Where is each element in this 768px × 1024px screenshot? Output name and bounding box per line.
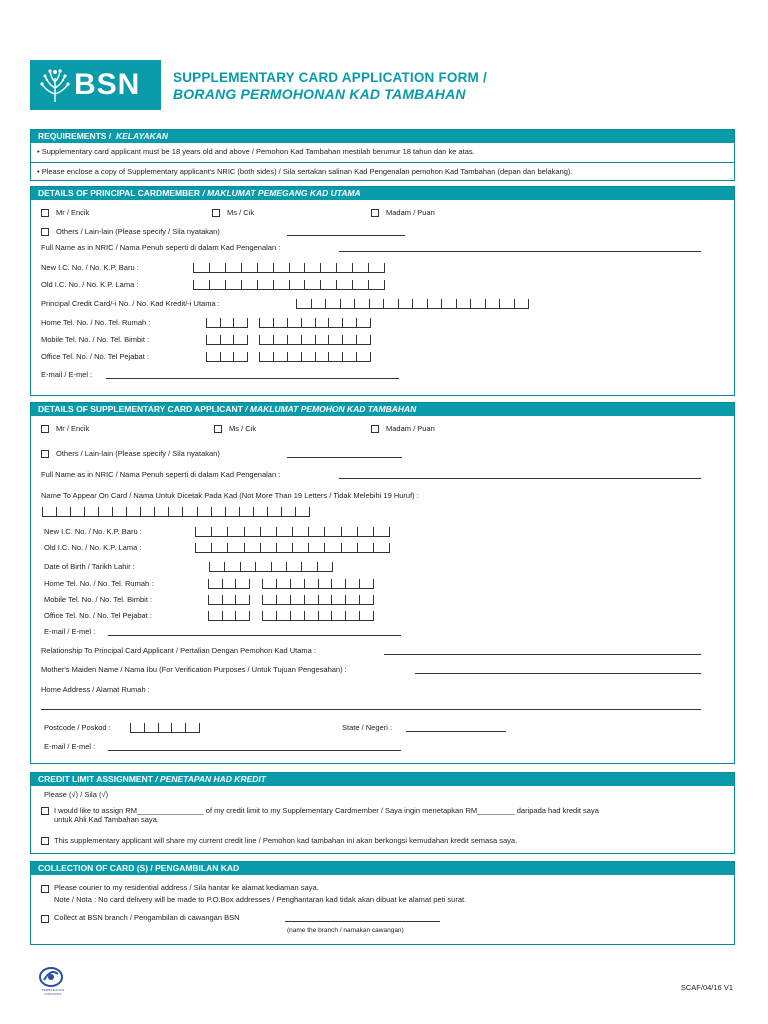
supp-mobiletel-number[interactable] [262, 595, 374, 605]
supp-mobiletel-label: Mobile Tel. No. / No. Tel. Bimbit : [44, 595, 153, 604]
requirements-heading: REQUIREMENTS / KELAYAKAN [31, 130, 734, 143]
supp-postcode-boxes[interactable] [130, 723, 200, 733]
principal-cardno-boxes[interactable] [296, 299, 529, 309]
courier-note: Note / Nota : No card delivery will be made to P.O.Box addresses / Penghantaran kad tidak akan dibuat ke alamat peti surat. [54, 895, 467, 904]
supp-address-label: Home Address / Alamat Rumah : [41, 685, 150, 694]
branch-hint: (name the branch / namakan cawangan) [287, 927, 404, 934]
principal-email-label: E-mail / E-mel : [41, 370, 93, 379]
collection-section [30, 861, 735, 945]
principal-officetel-number[interactable] [259, 352, 371, 362]
supplementary-section [30, 402, 735, 764]
tree-icon [38, 66, 72, 104]
principal-heading: DETAILS OF PRINCIPAL CARDMEMBER / MAKLUMAT PEMEGANG KAD UTAMA [31, 187, 734, 200]
credit-limit-heading: CREDIT LIMIT ASSIGNMENT / PENETAPAN HAD KREDIT [31, 773, 734, 786]
supp-fullname-label: Full Name as in NRIC / Nama Penuh seperti di dalam Kad Pengenalan : [41, 470, 281, 479]
form-title-bm: BORANG PERMOHONAN KAD TAMBAHAN [173, 86, 466, 102]
supp-address-input[interactable] [41, 709, 701, 710]
supp-relationship-input[interactable] [384, 654, 701, 655]
supp-officetel-label: Office Tel. No. / No. Tel Pejabat : [44, 611, 152, 620]
form-title-en: SUPPLEMENTARY CARD APPLICATION FORM / [173, 70, 487, 85]
supp-hometel-label: Home Tel. No. / No. Tel. Rumah : [44, 579, 154, 588]
principal-newic-label: New I.C. No. / No. K.P. Baru : [41, 263, 139, 272]
supp-nameoncard-label: Name To Appear On Card / Nama Untuk Dicetak Pada Kad (Not More Than 19 Letters / Tidak Melebihi 19 Huruf) : [41, 491, 419, 500]
supp-madam-label: Madam / Puan [386, 424, 435, 433]
supp-relationship-label: Relationship To Principal Card Applicant / Pertalian Dengan Pemohon Kad Utama : [41, 646, 317, 655]
supp-nameoncard-boxes[interactable] [42, 507, 310, 517]
branch-checkbox[interactable] [41, 915, 49, 923]
requirement-age: • Supplementary card applicant must be 18 years old and above / Pemohon Kad Tambahan mestilah berumur 18 tahun dan ke atas. [37, 147, 475, 156]
principal-cardno-label: Principal Credit Card/-i No. / No. Kad Kredit/-i Utama : [41, 299, 220, 308]
principal-ms-checkbox[interactable] [212, 209, 220, 217]
supp-dob-boxes[interactable] [209, 562, 333, 572]
supp-state-input[interactable] [406, 731, 506, 732]
principal-officetel-label: Office Tel. No. / No. Tel Pejabat : [41, 352, 149, 361]
supp-email2-label: E-mail / E-mel : [44, 742, 96, 751]
principal-email-input[interactable] [106, 378, 399, 379]
assign-limit-label-cont: untuk Ahli Kad Tambahan saya. [54, 815, 159, 824]
supp-ms-checkbox[interactable] [214, 425, 222, 433]
supp-state-label: State / Negeri : [342, 723, 393, 732]
principal-ms-label: Ms / Cik [227, 208, 255, 217]
principal-fullname-label: Full Name as in NRIC / Nama Penuh seperti di dalam Kad Pengenalan : [41, 243, 281, 252]
collection-heading: COLLECTION OF CARD (S) / PENGAMBILAN KAD [31, 862, 734, 875]
supp-maidenname-label: Mother's Maiden Name / Nama Ibu (For Verification Purposes / Untuk Tujuan Pengesahan) : [41, 665, 347, 674]
supp-ms-label: Ms / Cik [229, 424, 257, 433]
supp-officetel-number[interactable] [262, 611, 374, 621]
principal-others-input[interactable] [287, 235, 405, 236]
requirement-nric: • Please enclose a copy of Supplementary applicant's NRIC (both sides) / Sila sertakan salinan Kad Pengenalan pemohon Kad Tambahan (depan dan belakang). [37, 167, 573, 176]
share-limit-checkbox[interactable] [41, 837, 49, 845]
supp-hometel-area[interactable] [208, 579, 250, 589]
bsn-logo [30, 60, 161, 110]
principal-officetel-area[interactable] [206, 352, 248, 362]
principal-mobiletel-number[interactable] [259, 335, 371, 345]
supp-mobiletel-area[interactable] [208, 595, 250, 605]
supp-others-input[interactable] [287, 457, 402, 458]
principal-oldic-label: Old I.C. No. / No. K.P. Lama : [41, 280, 139, 289]
courier-checkbox[interactable] [41, 885, 49, 893]
supp-mr-checkbox[interactable] [41, 425, 49, 433]
principal-hometel-label: Home Tel. No. / No. Tel. Rumah : [41, 318, 151, 327]
principal-hometel-number[interactable] [259, 318, 371, 328]
assign-limit-checkbox[interactable] [41, 807, 49, 815]
supp-maidenname-input[interactable] [415, 673, 701, 674]
courier-label: Please courier to my residential address / Sila hantar ke alamat kediaman saya. [54, 883, 319, 892]
principal-mobiletel-label: Mobile Tel. No. / No. Tel. Bimbit : [41, 335, 150, 344]
principal-others-checkbox[interactable] [41, 228, 49, 236]
supp-others-label: Others / Lain-lain (Please specify / Sila nyatakan) [56, 449, 220, 458]
pidm-caption: PERBADANAN INSURANS [41, 988, 65, 996]
branch-label: Collect at BSN branch / Pengambilan di cawangan BSN [54, 913, 240, 922]
supp-hometel-number[interactable] [262, 579, 374, 589]
credit-please-label: Please (√) / Sila (√) [44, 790, 109, 799]
logo-text: BSN [74, 68, 141, 101]
requirements-section [30, 129, 735, 181]
branch-input[interactable] [285, 921, 440, 922]
supp-email-input[interactable] [108, 635, 401, 636]
principal-section [30, 186, 735, 396]
supp-email-label: E-mail / E-mel : [44, 627, 96, 636]
principal-mobiletel-area[interactable] [206, 335, 248, 345]
supp-newic-label: New I.C. No. / No. K.P. Baru : [44, 527, 142, 536]
share-limit-label: This supplementary applicant will share my current credit line / Pemohon kad tambahan ini akan berkongsi kemudahan kredit semasa saya. [54, 836, 518, 845]
principal-mr-label: Mr / Encik [56, 208, 90, 217]
principal-madam-checkbox[interactable] [371, 209, 379, 217]
principal-newic-boxes[interactable] [193, 263, 385, 273]
principal-fullname-input[interactable] [339, 251, 701, 252]
supp-fullname-input[interactable] [339, 478, 701, 479]
supp-email2-input[interactable] [108, 750, 401, 751]
supp-oldic-label: Old I.C. No. / No. K.P. Lama : [44, 543, 142, 552]
supp-dob-label: Date of Birth / Tarikh Lahir : [44, 562, 135, 571]
principal-mr-checkbox[interactable] [41, 209, 49, 217]
pidm-logo [36, 966, 66, 999]
principal-oldic-boxes[interactable] [193, 280, 385, 290]
supp-others-checkbox[interactable] [41, 450, 49, 458]
principal-others-label: Others / Lain-lain (Please specify / Sila nyatakan) [56, 227, 220, 236]
supp-newic-boxes[interactable] [195, 527, 390, 537]
principal-hometel-area[interactable] [206, 318, 248, 328]
principal-madam-label: Madam / Puan [386, 208, 435, 217]
supp-postcode-label: Postcode / Poskod : [44, 723, 111, 732]
supplementary-heading: DETAILS OF SUPPLEMENTARY CARD APPLICANT / MAKLUMAT PEMOHON KAD TAMBAHAN [31, 403, 734, 416]
supp-oldic-boxes[interactable] [195, 543, 390, 553]
credit-limit-section [30, 772, 735, 854]
assign-limit-label: I would like to assign RM________________ of my credit limit to my Supplementary Cardmember / Saya ingin menetapkan RM_________ daripada had kredit saya [54, 806, 599, 815]
supp-officetel-area[interactable] [208, 611, 250, 621]
supp-mr-label: Mr / Encik [56, 424, 90, 433]
form-code: SCAF/04/16 V1 [680, 983, 733, 992]
supp-madam-checkbox[interactable] [371, 425, 379, 433]
